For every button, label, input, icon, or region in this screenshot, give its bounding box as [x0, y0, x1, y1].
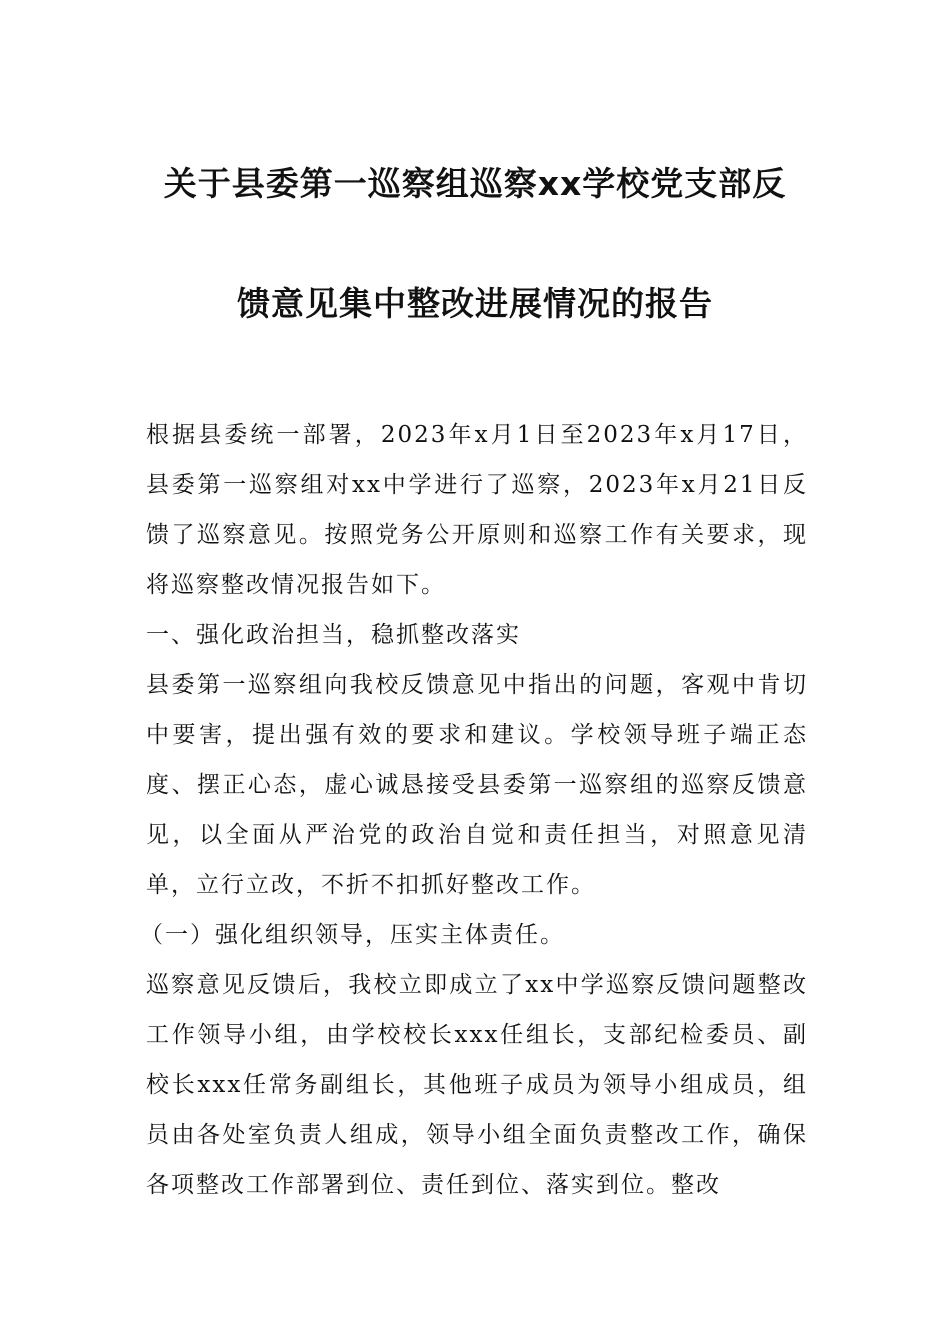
section-heading-1: 一、强化政治担当，稳抓整改落实	[146, 622, 521, 648]
section-paragraph-1: 县委第一巡察组向我校反馈意见中指出的问题，客观中肯切中要害，提出强有效的要求和建议。学校领导班子端正态度、摆正心态，虚心诚恳接受县委第一巡察组的巡察反馈意见，以全面从严治党的政治自觉和责任担当，对照意见清单，立行立改，不折不扣抓好整改工作。	[146, 672, 808, 898]
subsection-heading-1: （一）强化组织领导，压实主体责任。	[140, 922, 565, 948]
document-body	[140, 410, 808, 1210]
document-title-line-1: 关于县委第一巡察组巡察xx学校党支部反	[163, 164, 787, 203]
subsection-paragraph-1: 巡察意见反馈后，我校立即成立了xx中学巡察反馈问题整改工作领导小组，由学校校长xxx任组长，支部纪检委员、副校长xxx任常务副组长，其他班子成员为领导小组成员，组员由各处室负责人组成，领导小组全面负责整改工作，确保各项整改工作部署到位、责任到位、落实到位。整改	[146, 972, 808, 1198]
document-title-line-2: 馈意见集中整改进展情况的报告	[237, 284, 713, 323]
intro-paragraph: 根据县委统一部署，2023年x月1日至2023年x月17日，县委第一巡察组对xx中学进行了巡察，2023年x月21日反馈了巡察意见。按照党务公开原则和巡察工作有关要求，现将巡察整改情况报告如下。	[146, 422, 808, 598]
